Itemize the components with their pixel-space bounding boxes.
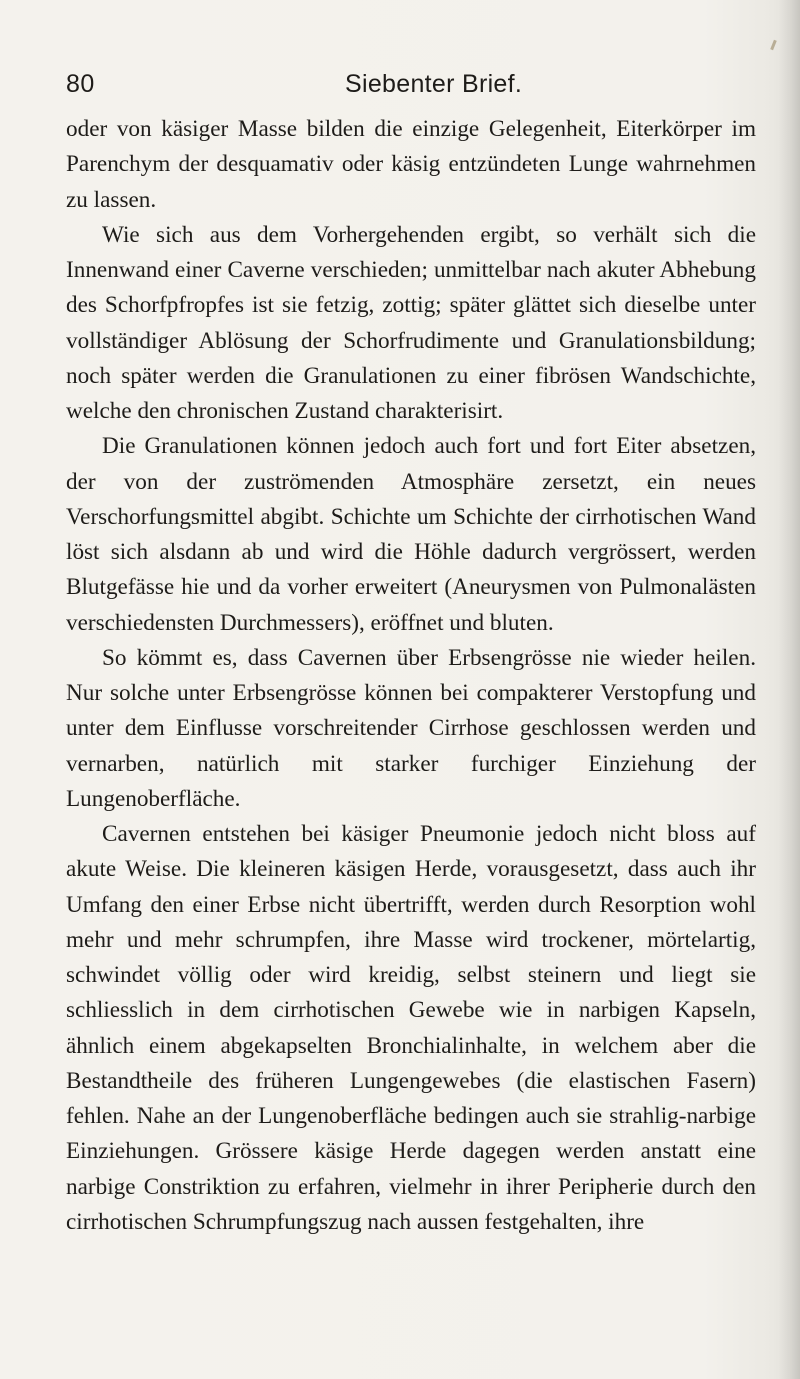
page-edge-shadow (778, 0, 800, 1379)
paragraph-1: oder von käsiger Masse bilden die einzige Gelegenheit, Eiterkörper im Parenchym der desquamativ oder käsig entzündeten Lunge wahrnehmen zu lassen. (66, 116, 756, 213)
paragraph-5: Cavernen entstehen bei käsiger Pneumonie jedoch nicht bloss auf akute Weise. Die kleineren käsigen Herde, vorausgesetzt, dass auch ihr Umfang den einer Erbse nicht übertrifft, werden durch Resorption wohl mehr und mehr schrumpfen, ihre Masse wird trockener, mörtelartig, schwindet völlig oder wird kreidig, selbst steinern und liegt sie schliesslich in dem cirrhotischen Gewebe wie in narbigen Kapseln, ähnlich einem abgekapselten Bronchialinhalte, in welchem aber die Bestandtheile des früheren Lungengewebes (die elastischen Fasern) fehlen. Nahe an der Lungenoberfläche bedingen auch sie strahlig-narbige Einziehungen. Grössere käsige Herde dagegen werden anstatt eine narbige Constriktion zu erfahren, vielmehr in ihrer Peripherie durch den cirrhotischen Schrumpfungszug nach aussen festgehalten, ihre (66, 821, 756, 1235)
page-number: 80 (66, 70, 95, 98)
paragraph-3: Die Granulationen können jedoch auch fort und fort Eiter absetzen, der von der zuströmenden Atmosphäre zersetzt, ein neues Verschorfungsmittel abgibt. Schichte um Schichte der cirrhotischen Wand löst sich alsdann ab und wird die Höhle dadurch vergrössert, werden Blutgefässe hie und da vorher erweitert (Aneurysmen von Pulmonalästen verschiedensten Durchmessers), eröffnet und bluten. (66, 433, 756, 636)
paragraph-4: So kömmt es, dass Cavernen über Erbsengrösse nie wieder heilen. Nur solche unter Erbsengrösse können bei compakterer Verstopfung und unter dem Einflusse vorschreitender Cirrhose geschlossen werden und vernarben, natürlich mit starker furchiger Einziehung der Lungenoberfläche. (66, 644, 756, 812)
running-head: Siebenter Brief. (345, 70, 523, 98)
paragraph-2: Wie sich aus dem Vorhergehenden ergibt, so verhält sich die Innenwand einer Caverne verschieden; unmittelbar nach akuter Abhebung des Schorfpfropfes ist sie fetzig, zottig; später glättet sich dieselbe unter vollständiger Ablösung der Schorfrudimente und Granulationsbildung; noch später werden die Granulationen zu einer fibrösen Wandschichte, welche den chronischen Zustand charakterisirt. (66, 221, 756, 424)
stray-pencil-mark (770, 40, 777, 50)
body-text (66, 112, 756, 1240)
